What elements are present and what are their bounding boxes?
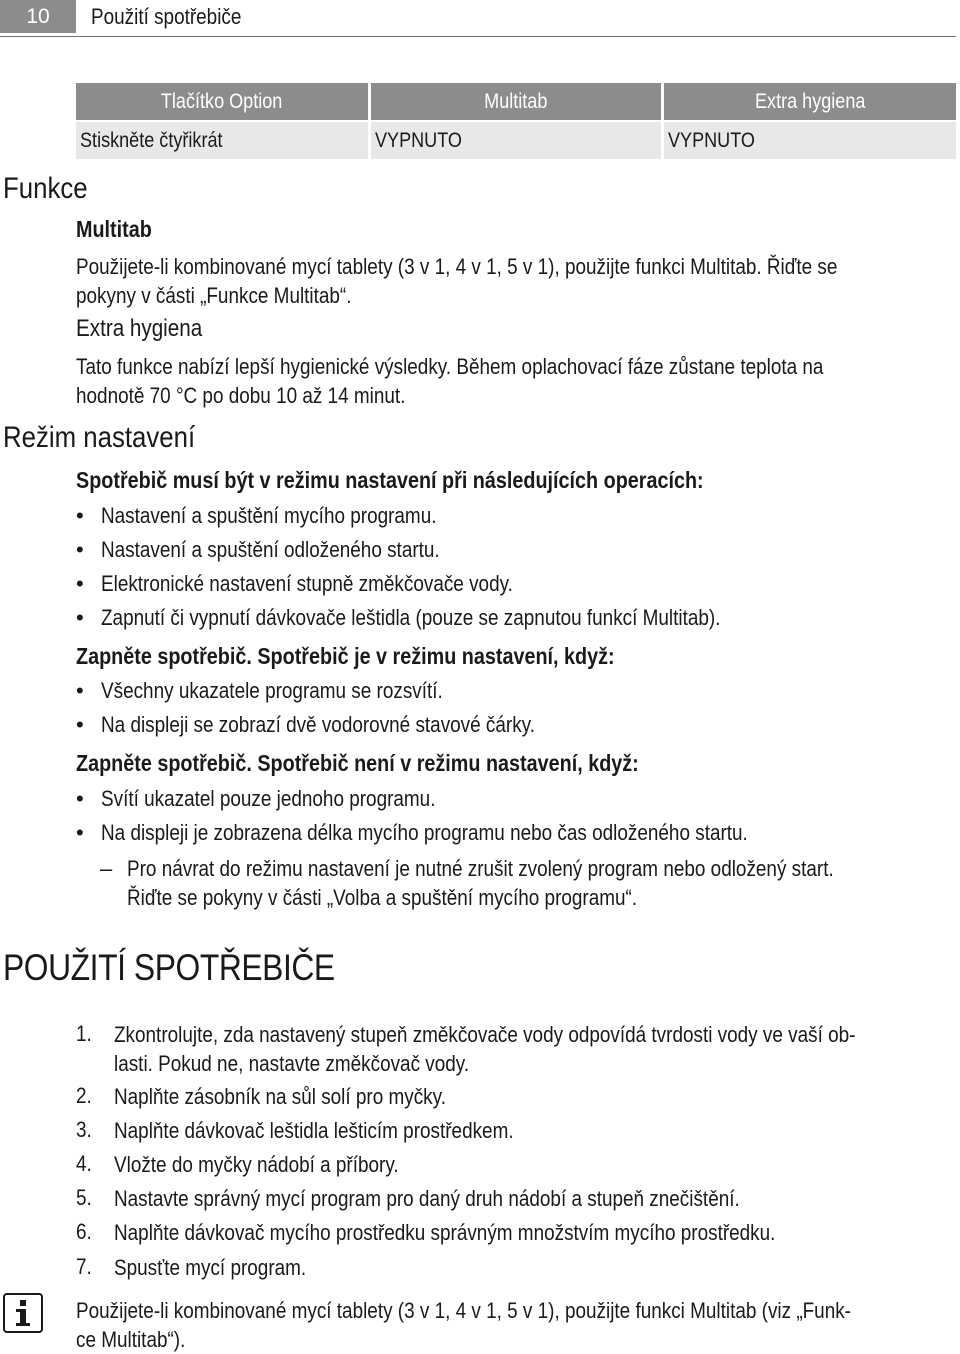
- info-icon: [3, 1293, 43, 1333]
- step-number: 2.: [76, 1083, 92, 1108]
- rezim-off-title: Zapněte spotřebič. Spotřebič není v režimu nastavení, když:: [76, 750, 639, 776]
- table-header-cell: Tlačítko Option: [76, 83, 369, 121]
- page-number: 10: [0, 0, 76, 33]
- list-item: • Na displeji je zobrazena délka mycího programu nebo čas odloženého startu.: [76, 820, 748, 845]
- table-header-row: [76, 83, 956, 121]
- info-note-line: ce Multitab“).: [76, 1327, 186, 1352]
- list-item: • Všechny ukazatele programu se rozsvítí.: [76, 678, 443, 703]
- section-heading-rezim: Režim nastavení: [3, 421, 196, 454]
- header-divider: [0, 36, 956, 37]
- step-text: Vložte do myčky nádobí a příbory.: [114, 1152, 399, 1177]
- table-cell: VYPNUTO: [369, 121, 662, 159]
- step-text: Nastavte správný mycí program pro daný druh nádobí a stupeň znečištění.: [114, 1186, 740, 1211]
- multitab-text-line: pokyny v části „Funkce Multitab“.: [76, 283, 352, 308]
- list-item: • Elektronické nastavení stupně změkčovače vody.: [76, 571, 513, 596]
- list-item: • Zapnutí či vypnutí dávkovače leštidla (pouze se zapnutou funkcí Multitab).: [76, 605, 721, 630]
- step-number: 1.: [76, 1021, 92, 1046]
- step-text: Naplňte zásobník na sůl solí pro myčky.: [114, 1084, 446, 1109]
- list-item: • Nastavení a spuštění mycího programu.: [76, 503, 437, 528]
- table-header-cell: Multitab: [369, 83, 662, 121]
- list-item: • Svítí ukazatel pouze jednoho programu.: [76, 786, 436, 811]
- table-cell: VYPNUTO: [663, 121, 956, 159]
- extra-hygiena-title: Extra hygiena: [76, 315, 203, 342]
- step-text: Zkontrolujte, zda nastavený stupeň změkčovače vody odpovídá tvrdosti vody ve vaší ob-: [114, 1022, 856, 1047]
- chapter-heading: POUŽITÍ SPOTŘEBIČE: [3, 947, 335, 988]
- step-text-continued: lasti. Pokud ne, nastavte změkčovač vody.: [114, 1051, 470, 1076]
- list-item: • Na displeji se zobrazí dvě vodorovné stavové čárky.: [76, 712, 535, 737]
- option-table: [76, 83, 956, 159]
- step-text: Naplňte dávkovač mycího prostředku správným množstvím mycího prostředku.: [114, 1220, 776, 1245]
- multitab-text-line: Použijete-li kombinované mycí tablety (3 v 1, 4 v 1, 5 v 1), použijte funkci Multitab. Řiďte se: [76, 254, 838, 279]
- page-header-title: Použití spotřebiče: [91, 4, 242, 29]
- step-text: Naplňte dávkovač leštidla lešticím prostředkem.: [114, 1118, 514, 1143]
- multitab-title: Multitab: [76, 216, 152, 242]
- step-number: 4.: [76, 1151, 92, 1176]
- step-number: 7.: [76, 1254, 92, 1279]
- sub-list-item: – Pro návrat do režimu nastavení je nutné zrušit zvolený program nebo odložený start.: [100, 856, 834, 881]
- table-header-cell: Extra hygiena: [663, 83, 956, 121]
- list-item: • Nastavení a spuštění odloženého startu.: [76, 537, 440, 562]
- step-number: 3.: [76, 1117, 92, 1142]
- step-text: Spusťte mycí program.: [114, 1255, 307, 1280]
- table-row: [76, 121, 956, 159]
- extra-hygiena-text-line: hodnotě 70 °C po dobu 10 až 14 minut.: [76, 383, 406, 408]
- step-number: 5.: [76, 1185, 92, 1210]
- rezim-on-title: Zapněte spotřebič. Spotřebič je v režimu nastavení, když:: [76, 643, 615, 669]
- section-heading-funkce: Funkce: [3, 172, 88, 205]
- extra-hygiena-text-line: Tato funkce nabízí lepší hygienické výsledky. Během oplachovací fáze zůstane teplota na: [76, 354, 824, 379]
- table-cell: Stiskněte čtyřikrát: [76, 121, 369, 159]
- rezim-intro: Spotřebič musí být v režimu nastavení při následujících operacích:: [76, 467, 704, 493]
- info-note-line: Použijete-li kombinované mycí tablety (3 v 1, 4 v 1, 5 v 1), použijte funkci Multitab (viz „Funk-: [76, 1298, 851, 1323]
- step-number: 6.: [76, 1219, 92, 1244]
- sub-list-item-continued: Řiďte se pokyny v části „Volba a spuštění mycího programu“.: [127, 885, 638, 910]
